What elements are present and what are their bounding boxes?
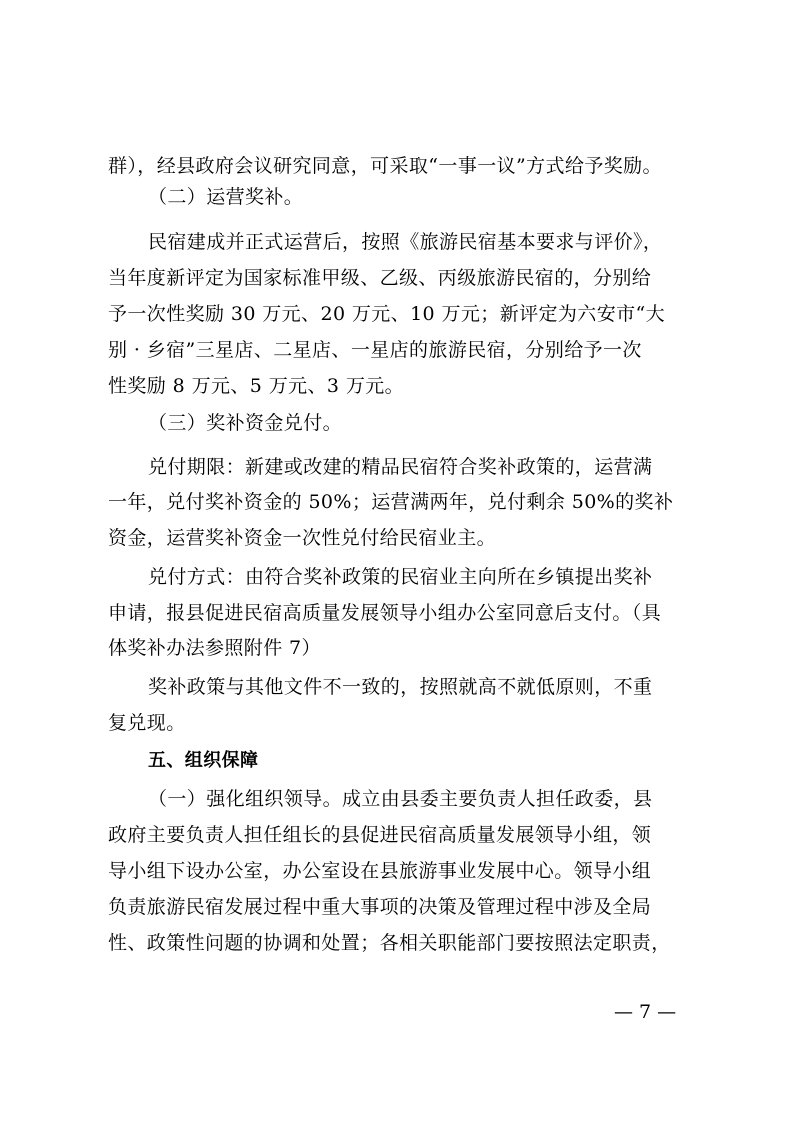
paragraph-line: 性奖励 8 万元、5 万元、3 万元。 [108,375,405,397]
subheading-fund-payment: （三）奖补资金兑付。 [148,412,343,434]
paragraph-line: 民宿建成并正式运营后，按照《旅游民宿基本要求与评价》， [148,231,663,253]
paragraph-line: 当年度新评定为国家标准甲级、乙级、丙级旅游民宿的，分别给 [108,267,652,289]
section-heading-organization: 五、组织保障 [148,750,259,771]
paragraph-line: 兑付期限：新建或改建的精品民宿符合奖补政策的，运营满 [148,456,653,478]
paragraph-line: 资金，运营奖补资金一次性兑付给民宿业主。 [108,527,497,549]
paragraph-line: 负责旅游民宿发展过程中重大事项的决策及管理过程中涉及全局 [108,896,652,918]
paragraph-line: 复兑现。 [108,712,186,734]
page-number: — 7 — [614,1001,677,1023]
paragraph-line: 体奖补办法参照附件 7） [108,637,321,659]
paragraph-line: 予一次性奖励 30 万元、20 万元、10 万元；新评定为六安市“大 [108,303,666,325]
paragraph-line: 申请，报县促进民宿高质量发展领导小组办公室同意后支付。（具 [108,602,662,624]
paragraph-line: 导小组下设办公室，办公室设在县旅游事业发展中心。领导小组 [108,860,652,882]
paragraph-line: 一年，兑付奖补资金的 50%；运营满两年，兑付剩余 50%的奖补 [108,491,674,513]
paragraph-line: 政府主要负责人担任组长的县促进民宿高质量发展领导小组，领 [108,824,652,846]
paragraph-line: （一）强化组织领导。成立由县委主要负责人担任政委，县 [148,788,653,810]
paragraph-line: 性、政策性问题的协调和处置；各相关职能部门要按照法定职责， [108,932,671,954]
subheading-operation-subsidy: （二）运营奖补。 [148,186,304,208]
paragraph-line: 别 · 乡宿”三星店、二星店、一星店的旅游民宿，分别给予一次 [108,339,642,361]
paragraph-line: 奖补政策与其他文件不一致的，按照就高不就低原则，不重 [148,676,653,698]
paragraph-line: 群），经县政府会议研究同意，可采取“一事一议”方式给予奖励。 [108,155,662,177]
paragraph-line: 兑付方式：由符合奖补政策的民宿业主向所在乡镇提出奖补 [148,566,653,588]
